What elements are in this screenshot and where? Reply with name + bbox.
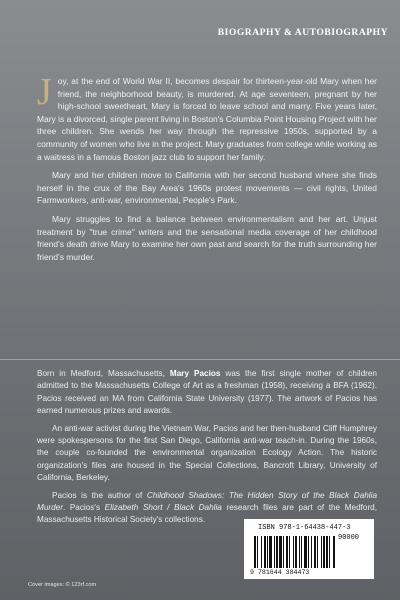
barcode-digits: 9 781644 384473 bbox=[250, 569, 310, 576]
book-title-black-dahlia-files: Elizabeth Short / Black Dahlia bbox=[104, 503, 222, 513]
genre-label: BIOGRAPHY & AUTOBIOGRAPHY bbox=[217, 27, 388, 38]
bio-paragraph-3-end: research files are part of the Medford, Massachusetts Historical Society's collections. bbox=[37, 503, 378, 525]
drop-cap: J bbox=[37, 71, 52, 113]
bio-paragraph-3-mid: . Pacios's bbox=[62, 503, 105, 513]
book-title-childhood-shadows: Childhood Shadows: The Hidden Story of the Black Dahlia Murder bbox=[37, 490, 377, 513]
synopsis-blurb bbox=[37, 71, 377, 271]
price-code: 90000 bbox=[338, 534, 360, 542]
bio-paragraph-1-rest: was the first single mother of children admitted to the Massachusetts College of Art as a freshman (1958), receiving a BFA (1962). Pacios received an MA from California State University (1977). The artwork of Pacios has earned numerous prizes and awards. bbox=[37, 369, 377, 416]
barcode-panel bbox=[244, 519, 374, 579]
synopsis-paragraph-2: Mary and her children move to California with her second husband where she finds herself in the crux of the Bay Area's 1960s protest movements — civil rights, United Farmworkers, anti-war, environmental, People's Park. bbox=[37, 170, 377, 206]
synopsis-paragraph-3: Mary struggles to find a balance between environmentalism and her art. Unjust treatment by "true crime" writers and the sensational media coverage of her childhood friend's death drive Mary to examine her own past and search for the truth surrounding her friend's murder. bbox=[37, 213, 377, 262]
bio-paragraph-3-intro: Pacios is the author of bbox=[52, 490, 147, 500]
image-credit: Cover images: © 123rf.com bbox=[28, 582, 97, 588]
isbn-text: ISBN 978-1-64438-447-3 bbox=[258, 524, 351, 532]
author-bio bbox=[37, 368, 377, 532]
bio-paragraph-1-intro: Born in Medford, Massachusetts, bbox=[37, 369, 170, 378]
bio-paragraph-2: An anti-war activist during the Vietnam War, Pacios and her then-husband Cliff Humphrey were spokespersons for the first San Diego, California anti-war teach-in. During the 1960s, the couple co-founded the environmental organization Ecology Action. The historic organization's files are housed in the Special Collections, Bancroft Library, University of California, Berkeley. bbox=[37, 423, 377, 483]
barcode-icon bbox=[252, 536, 364, 568]
section-divider bbox=[0, 359, 400, 360]
synopsis-paragraph-1 bbox=[37, 71, 377, 163]
bio-paragraph-1 bbox=[37, 368, 377, 418]
synopsis-paragraph-1-text: oy, at the end of World War II, becomes despair for thirteen-year-old Mary when her friend, the neighborhood beauty, is murdered. At age seventeen, pregnant by her high-school sweetheart, Mary is forced to leave school and marry. Five years later, Mary is a divorced, single parent living in Boston's Columbia Point Housing Project with her three children. She wends her way through the repressive 1950s, supported by a community of women who live in the project. Mary graduates from college while working as a waitress in a famous Boston jazz club to support her family. bbox=[37, 76, 377, 162]
author-name: Mary Pacios bbox=[169, 369, 221, 378]
